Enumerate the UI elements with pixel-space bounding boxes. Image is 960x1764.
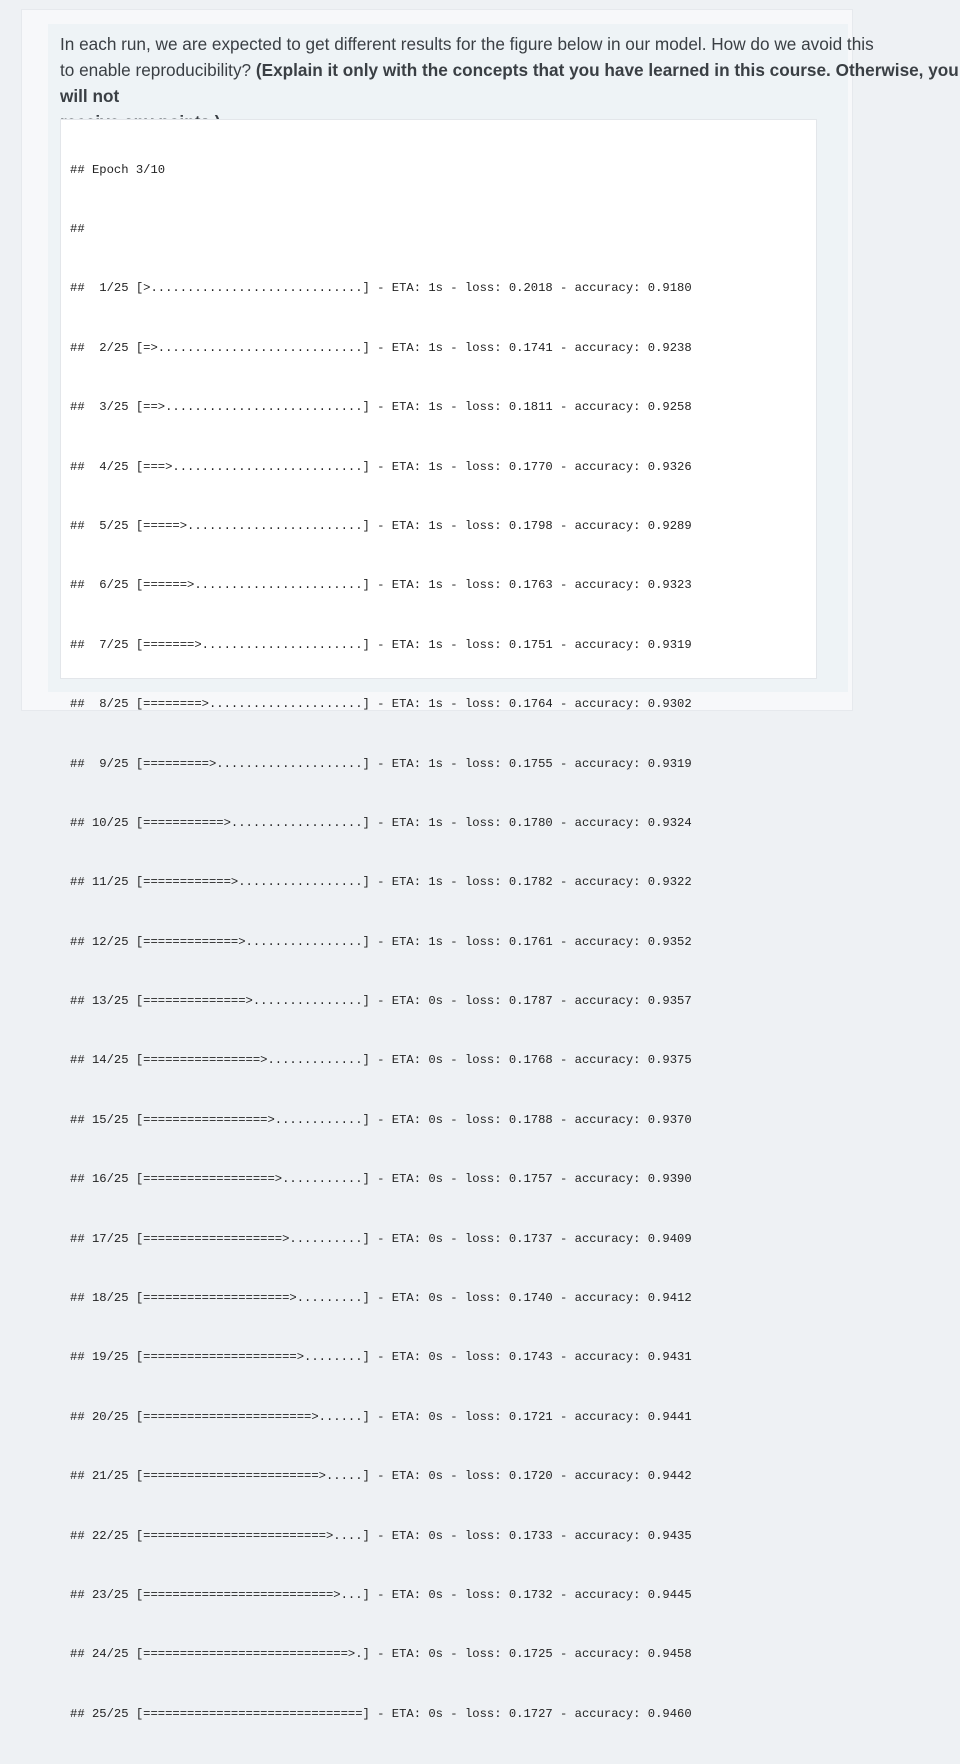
log-line-epoch: ## Epoch 3/10	[70, 162, 166, 177]
log-line-step: ## 15/25 [=================>............] - ETA: 0s - loss: 0.1788 - accuracy: 0.9370	[70, 1112, 692, 1127]
log-line-summary: ## 25/25 [==============================] - ETA: 0s - loss: 0.1727 - accuracy: 0.9460	[70, 1706, 692, 1721]
log-line-step: ## 21/25 [========================>.....] - ETA: 0s - loss: 0.1720 - accuracy: 0.9442	[70, 1469, 692, 1484]
log-line-step: ## 5/25 [=====>........................] - ETA: 1s - loss: 0.1798 - accuracy: 0.9289	[70, 518, 692, 533]
log-line-step: ## 2/25 [=>............................] - ETA: 1s - loss: 0.1741 - accuracy: 0.9238	[70, 340, 692, 355]
log-line-blank: ##	[70, 221, 85, 236]
log-line-step: ## 3/25 [==>...........................] - ETA: 1s - loss: 0.1811 - accuracy: 0.9258	[70, 400, 692, 415]
log-line-step: ## 7/25 [=======>......................] - ETA: 1s - loss: 0.1751 - accuracy: 0.9319	[70, 637, 692, 652]
log-line-step: ## 18/25 [====================>.........] - ETA: 0s - loss: 0.1740 - accuracy: 0.9412	[70, 1291, 692, 1306]
question-instruction-bold: (Explain it only with the concepts that you have learned in this course. Otherwise, you will not	[60, 60, 959, 106]
question-line-2: to enable reproducibility?	[60, 60, 256, 80]
log-line-step: ## 8/25 [========>.....................] - ETA: 1s - loss: 0.1764 - accuracy: 0.9302	[70, 697, 692, 712]
question-line-1: In each run, we are expected to get different results for the figure below in our model. How do we avoid this	[60, 34, 874, 54]
log-line-step: ## 9/25 [=========>....................] - ETA: 1s - loss: 0.1755 - accuracy: 0.9319	[70, 756, 692, 771]
log-line-step: ## 11/25 [============>.................] - ETA: 1s - loss: 0.1782 - accuracy: 0.9322	[70, 875, 692, 890]
log-line-step: ## 13/25 [==============>...............] - ETA: 0s - loss: 0.1787 - accuracy: 0.9357	[70, 994, 692, 1009]
log-line-step: ## 22/25 [=========================>....] - ETA: 0s - loss: 0.1733 - accuracy: 0.9435	[70, 1528, 692, 1543]
log-line-step: ## 10/25 [===========>..................] - ETA: 1s - loss: 0.1780 - accuracy: 0.9324	[70, 815, 692, 830]
log-line-step: ## 6/25 [======>.......................] - ETA: 1s - loss: 0.1763 - accuracy: 0.9323	[70, 578, 692, 593]
log-line-step: ## 19/25 [=====================>........] - ETA: 0s - loss: 0.1743 - accuracy: 0.9431	[70, 1350, 692, 1365]
log-line-step: ## 16/25 [==================>...........] - ETA: 0s - loss: 0.1757 - accuracy: 0.9390	[70, 1172, 692, 1187]
log-line-step: ## 1/25 [>.............................] - ETA: 1s - loss: 0.2018 - accuracy: 0.9180	[70, 281, 692, 296]
log-line-step: ## 23/25 [==========================>...] - ETA: 0s - loss: 0.1732 - accuracy: 0.9445	[70, 1587, 692, 1602]
training-log-output	[60, 119, 817, 1721]
log-line-step: ## 20/25 [=======================>......] - ETA: 0s - loss: 0.1721 - accuracy: 0.9441	[70, 1409, 692, 1424]
log-line-step: ## 17/25 [===================>..........] - ETA: 0s - loss: 0.1737 - accuracy: 0.9409	[70, 1231, 692, 1246]
log-line-step: ## 12/25 [=============>................] - ETA: 1s - loss: 0.1761 - accuracy: 0.9352	[70, 934, 692, 949]
log-line-step: ## 4/25 [===>..........................] - ETA: 1s - loss: 0.1770 - accuracy: 0.9326	[70, 459, 692, 474]
training-log-lines	[70, 121, 692, 1764]
log-line-step: ## 14/25 [================>.............] - ETA: 0s - loss: 0.1768 - accuracy: 0.9375	[70, 1053, 692, 1068]
log-line-step: ## 24/25 [============================>.] - ETA: 0s - loss: 0.1725 - accuracy: 0.9458	[70, 1647, 692, 1662]
